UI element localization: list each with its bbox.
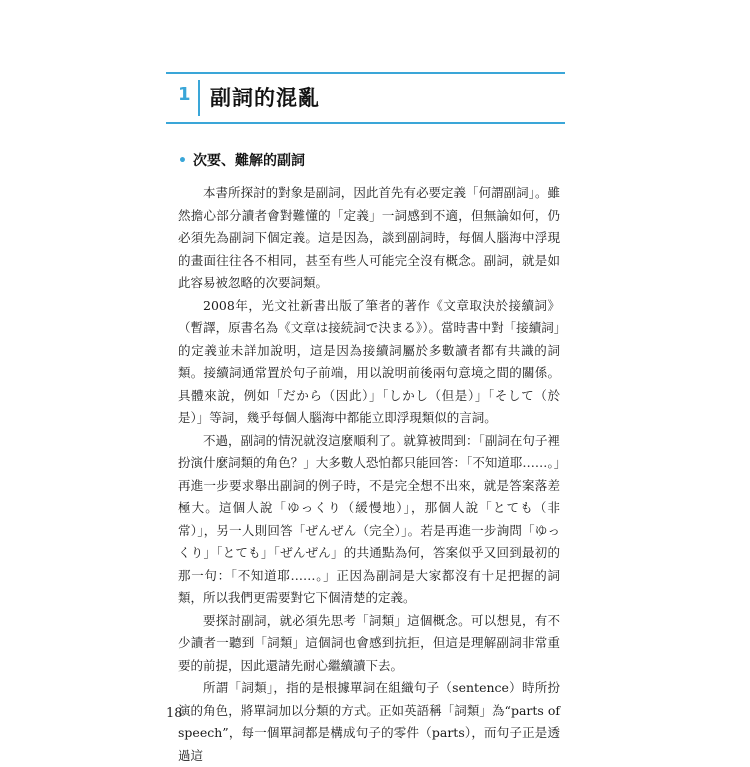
section-title: 次要、難解的副詞 [192, 153, 305, 169]
chapter-number: 1 [178, 84, 191, 105]
chapter-divider [198, 80, 200, 116]
page-number: 18 [166, 706, 183, 721]
chapter-title: 副詞的混亂 [210, 86, 320, 110]
section-heading [178, 150, 305, 170]
paragraph: 2008年，光文社新書出版了筆者的著作《文章取決於接續詞》（暫譯，原書名為《文章は接続詞で決まる》）。當時書中對「接續詞」的定義並未詳加說明，這是因為接續詞屬於多數讀者都有共識的詞類。接續詞通常置於句子前端，用以說明前後兩句意境之間的關係。具體來說，例如「だから（因此）」「しかし（但是）」「そして（於是）」等詞，幾乎每個人腦海中都能立即浮現類似的言詞。 [178, 297, 560, 425]
bullet-icon: • [178, 153, 187, 169]
paragraph: 本書所探討的對象是副詞，因此首先有必要定義「何謂副詞」。雖然擔心部分讀者會對難懂的「定義」一詞感到不適，但無論如何，仍必須先為副詞下個定義。這是因為，談到副詞時，每個人腦海中浮現的畫面往往各不相同，甚至有些人可能完全沒有概念。副詞，就是如此容易被忽略的次要詞類。 [178, 185, 560, 290]
paragraph: 不過，副詞的情況就沒這麼順利了。就算被問到：「副詞在句子裡扮演什麼詞類的角色？」大多數人恐怕都只能回答：「不知道耶……。」再進一步要求舉出副詞的例子時，不是完全想不出來，就是答案落差極大。這個人說「ゆっくり（緩慢地）」，那個人說「とても（非常）」，另一人則回答「ぜんぜん（完全）」。若是再進一步詢問「ゆっくり」「とても」「ぜんぜん」的共通點為何，答案似乎又回到最初的那一句：「不知道耶……。」正因為副詞是大家都沒有十足把握的詞類，所以我們更需要對它下個清楚的定義。 [178, 432, 560, 605]
chapter-header [166, 72, 565, 124]
paragraph: 所謂「詞類」，指的是根據單詞在組織句子（sentence）時所扮演的角色，將單詞加以分類的方式。正如英語稱「詞類」為“parts of speech”，每一個單詞都是構成句子的零件（parts），而句子正是透過這 [178, 680, 560, 763]
paragraph: 要探討副詞，就必須先思考「詞類」這個概念。可以想見，有不少讀者一聽到「詞類」這個詞也會感到抗拒，但這是理解副詞非常重要的前提，因此還請先耐心繼續讀下去。 [178, 612, 560, 673]
body-text [178, 182, 560, 767]
